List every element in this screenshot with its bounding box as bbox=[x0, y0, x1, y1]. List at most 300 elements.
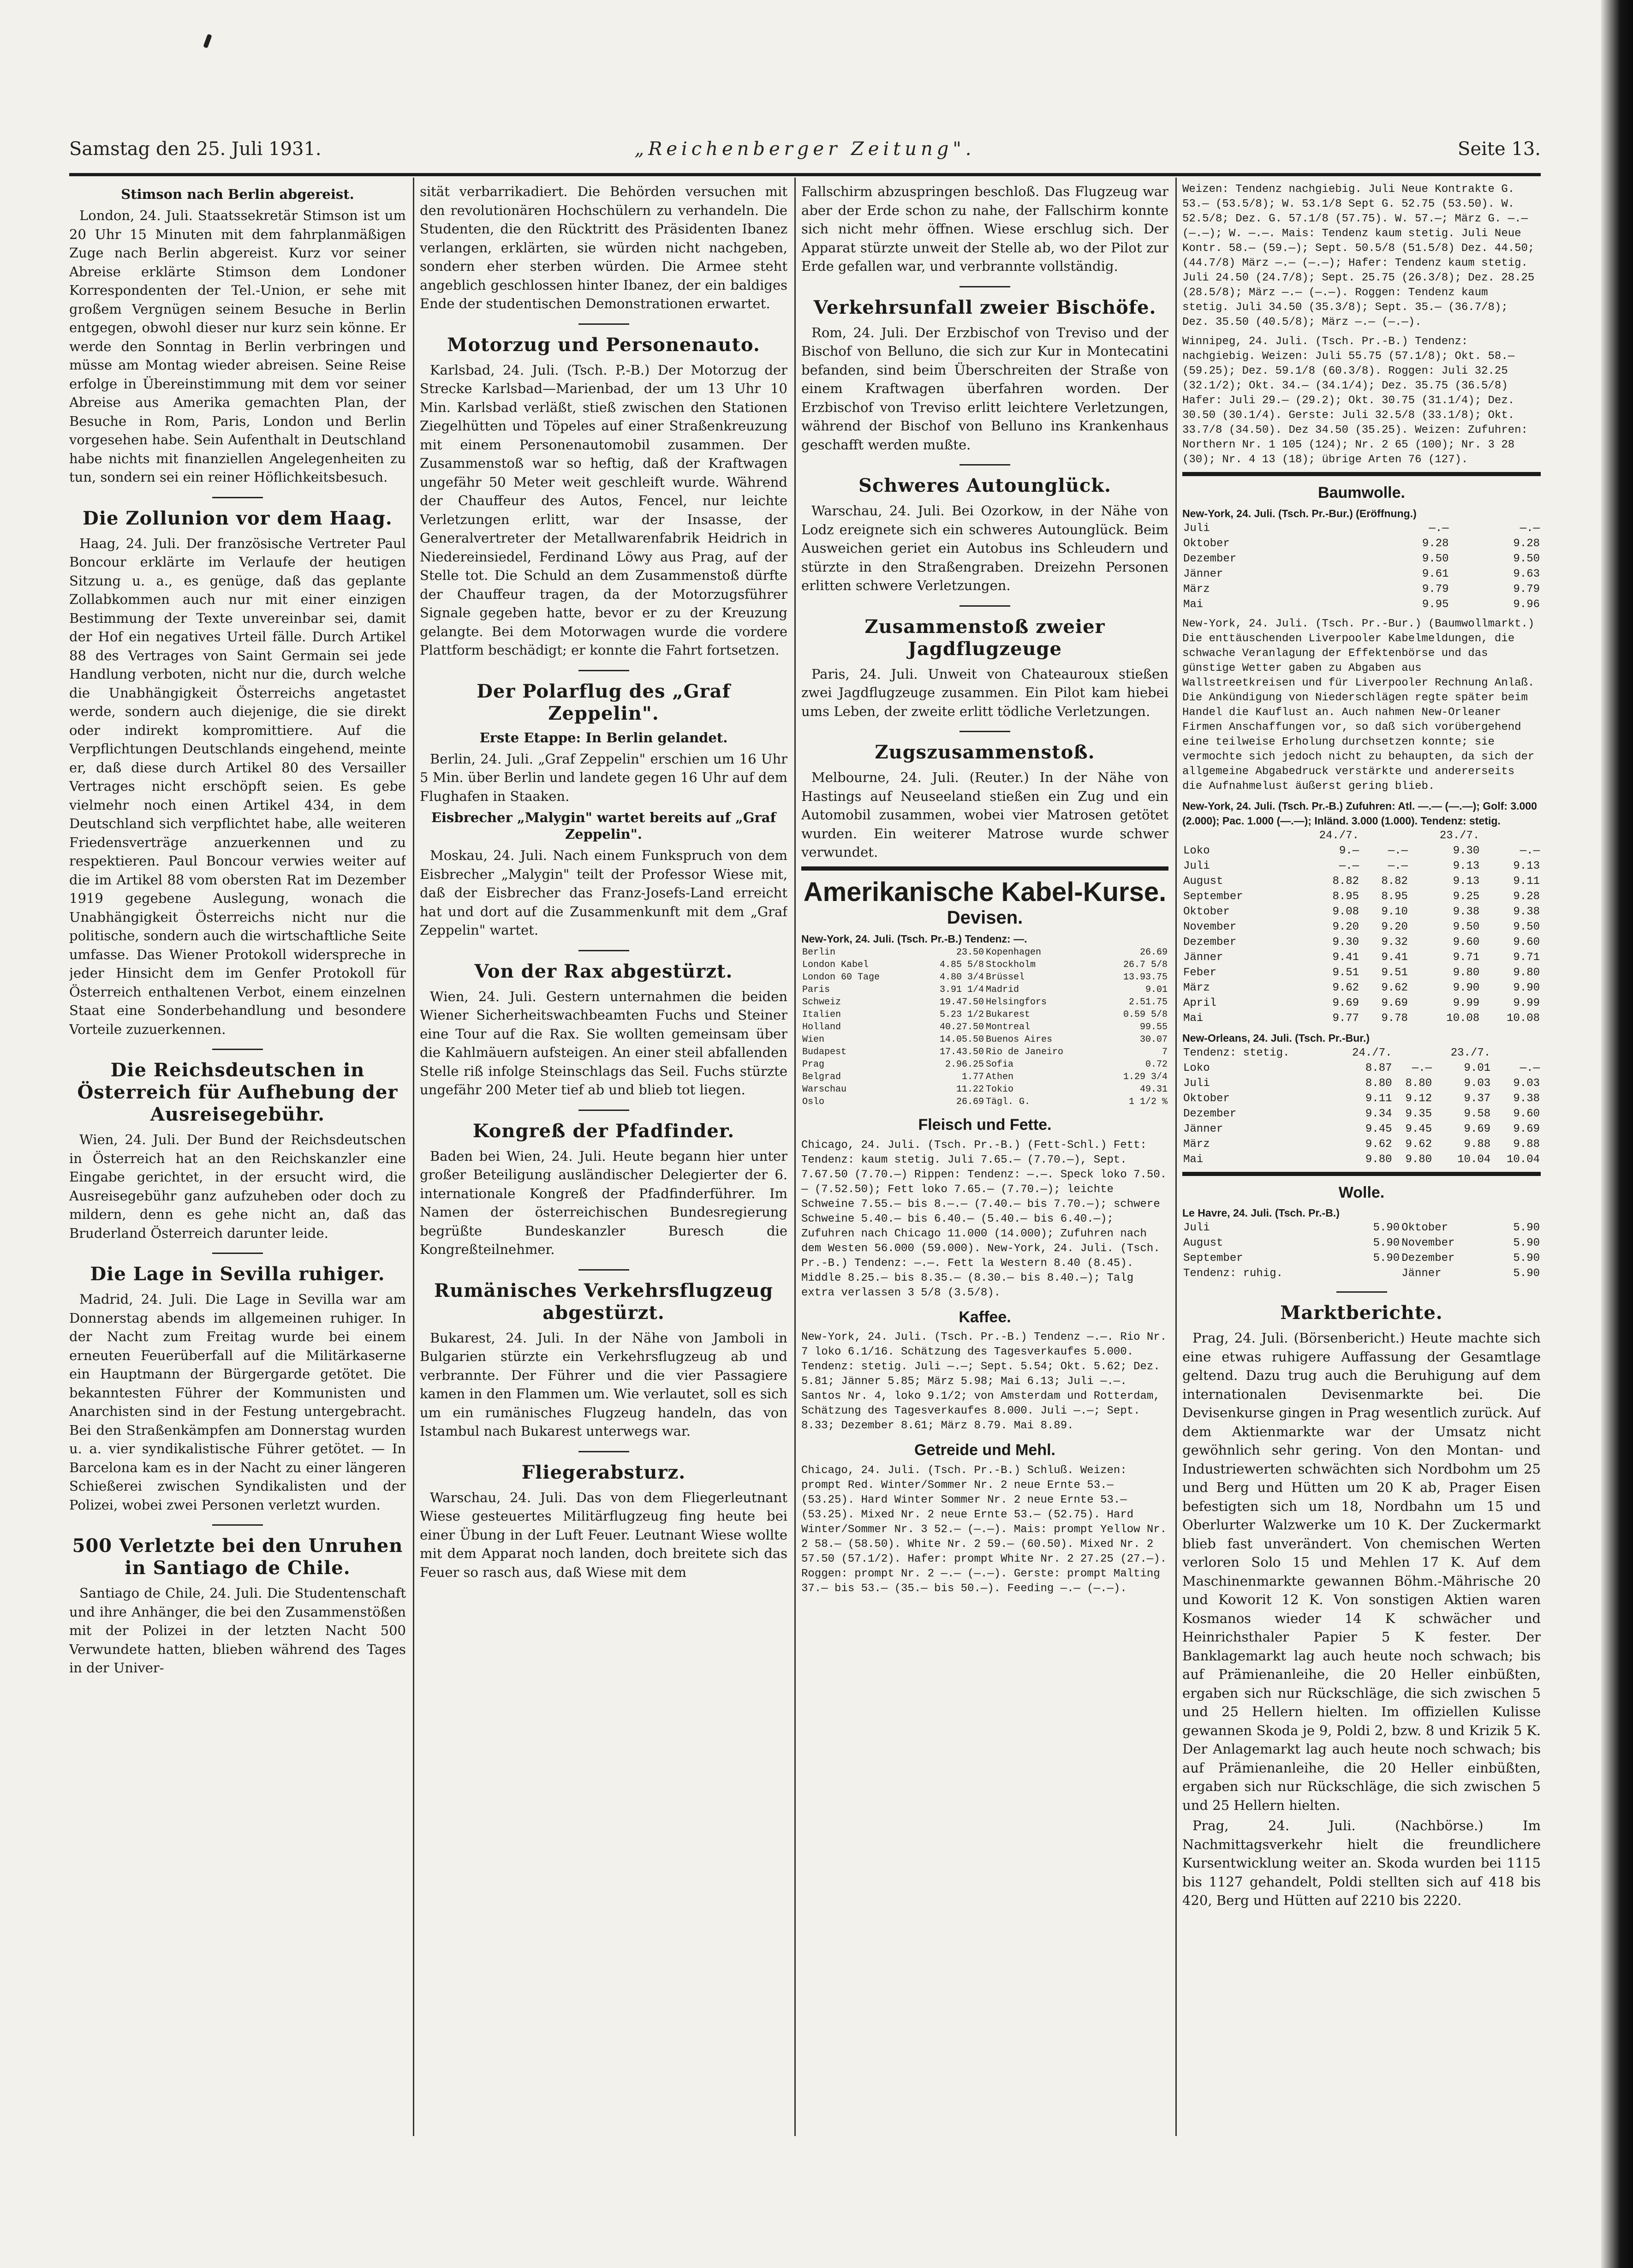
article-body: Paris, 24. Juli. Unweit von Chateauroux stießen zwei Jagdflugzeuge zusammen. Ein Pilot kam hiebei ums Leben, der zweite erlitt tödliche Verletzungen. bbox=[801, 666, 1168, 719]
table-cell: 0.72 bbox=[1145, 1059, 1168, 1070]
table-cell: 9.69 bbox=[1381, 997, 1408, 1009]
article-body: Warschau, 24. Juli. Bei Ozorkow, in der Nähe von Lodz ereignete sich ein schweres Autounglück. Beim Ausweichen geriet ein Autobus ins Schleudern und stürzte in den Straßengraben. Dreizehn Personen erlitten schwere Verletzungen. bbox=[801, 503, 1168, 593]
table-row bbox=[1182, 1011, 1541, 1026]
table-row bbox=[801, 971, 1168, 984]
table-row bbox=[1182, 935, 1541, 950]
table-cell: 9.62 bbox=[1365, 1138, 1392, 1151]
table-cell: Tokio bbox=[985, 1084, 1013, 1095]
table-cell: Madrid bbox=[985, 985, 1019, 995]
table-cell: September bbox=[1183, 1252, 1243, 1265]
table-cell: Dezember bbox=[1401, 1252, 1455, 1265]
table-cell: Montreal bbox=[985, 1022, 1030, 1033]
table-cell: 9.88 bbox=[1464, 1138, 1491, 1151]
column-rule bbox=[794, 178, 796, 2136]
table-cell: Prag bbox=[802, 1059, 825, 1070]
article-body: Karlsbad, 24. Juli. (Tsch. P.-B.) Der Motorzug der Strecke Karlsbad—Marienbad, der um 13 Uhr 10 Min. Karlsbad verläßt, stieß zwischen den Stationen Ziegelhütten und Töpeles auf einer Straßenkreuzung mit einem Personenautomobil zusammen. Der Zusammenstoß war so heftig, daß der Kraftwagen ungefähr 50 Meter weit geschleift wurde. Während der Chauffeur des Autos, Fencel, nur leichte Verletzungen erlitt, war der Insasse, der Generalvertreter der Metallwarenfabrik Heidrich in Niedereinsiedel, Ferdinand Löwy aus Prag, auf der Stelle tot. Die Schuld an dem Zusammenstoß dürfte der Chauffeur tragen, da der Motorzugsführer Signale gegeben hatte, bevor er zu der Kreuzung gelangte. Bei dem Motorwagen wurde die vordere Plattform beschädigt; er konnte die Fahrt fortsetzen. bbox=[420, 362, 787, 658]
table-cell: 9.41 bbox=[1332, 951, 1359, 964]
column-2 bbox=[420, 182, 787, 2221]
table-cell: 9.50 bbox=[1513, 920, 1540, 933]
section-rule bbox=[801, 866, 1168, 871]
table-cell: 9.32 bbox=[1381, 936, 1408, 949]
table-cell: 5.90 bbox=[1513, 1222, 1540, 1234]
article-separator bbox=[578, 1451, 629, 1452]
column-3 bbox=[801, 182, 1168, 2221]
table-cell: 9.88 bbox=[1513, 1138, 1540, 1151]
table-cell: 10.04 bbox=[1457, 1153, 1491, 1166]
table-cell: Loko bbox=[1183, 844, 1210, 857]
table-row bbox=[801, 959, 1168, 971]
table-cell: 9.30 bbox=[1332, 936, 1359, 949]
table-cell: 9.51 bbox=[1381, 966, 1408, 979]
article-body: Baden bei Wien, 24. Juli. Heute begann hier unter großer Beteiligung ausländischer Delegierter der 6. internationale Kongreß der Pfadfinderführer. Im Namen der österreichischen Bundesregierung begrüßte Bundeskanzler Buresch die Kongreßteilnehmer. bbox=[420, 1148, 787, 1257]
table-cell: —.— bbox=[1520, 844, 1540, 857]
table-cell: Helsingfors bbox=[985, 997, 1047, 1008]
table-cell: Warschau bbox=[802, 1084, 847, 1095]
table-cell bbox=[1353, 1266, 1401, 1281]
table-cell: 9.95 bbox=[1422, 598, 1449, 611]
table-cell: 9.69 bbox=[1464, 1122, 1491, 1135]
table-cell: März bbox=[1183, 1138, 1210, 1151]
table-cell: Budapest bbox=[802, 1047, 847, 1057]
table-row bbox=[801, 1009, 1168, 1021]
table-cell: Sofia bbox=[985, 1059, 1013, 1070]
table-cell: 9.38 bbox=[1513, 1092, 1540, 1105]
table-cell: 9.96 bbox=[1513, 598, 1540, 611]
table-cell: 5.90 bbox=[1373, 1252, 1400, 1265]
article-body: Warschau, 24. Juli. Das von dem Fliegerleutnant Wiese gesteuertes Militärflugzeug fing heute bei einer Übung in der Luft Feuer. Leutnant Wiese wollte mit dem Apparat noch landen, doch breitete sich das Feuer so rasch aus, daß Wiese mit dem bbox=[420, 1489, 787, 1580]
article-separator bbox=[1336, 1291, 1387, 1293]
article-body: Berlin, 24. Juli. „Graf Zeppelin" erschien um 16 Uhr 5 Min. über Berlin und landete gegen 16 Uhr auf dem Flughafen in Staaken. bbox=[420, 751, 787, 804]
section-heading: Kaffee. bbox=[959, 1308, 1011, 1326]
new-orleans-quote-table bbox=[1182, 1045, 1541, 1167]
table-cell: März bbox=[1183, 583, 1210, 596]
table-cell: 9.03 bbox=[1513, 1077, 1540, 1090]
table-cell: 9.62 bbox=[1381, 981, 1408, 994]
masthead bbox=[69, 138, 1541, 166]
table-cell: 9.13 bbox=[1513, 859, 1540, 872]
column-header bbox=[1393, 1045, 1433, 1061]
table-cell: 8.80 bbox=[1365, 1077, 1392, 1090]
table-cell: Kopenhagen bbox=[985, 947, 1042, 958]
table-cell: 2.96.25 bbox=[945, 1059, 984, 1070]
table-cell: 9.50 bbox=[1453, 920, 1480, 933]
table-row bbox=[1182, 1076, 1541, 1091]
page-edge-shadow bbox=[1601, 0, 1633, 2268]
table-cell: 1.29 3/4 bbox=[1123, 1072, 1168, 1082]
table-cell: Bukarest bbox=[985, 1009, 1030, 1020]
table-cell: 9.60 bbox=[1513, 936, 1540, 949]
table-row bbox=[1182, 828, 1541, 843]
article-heading: Die Reichsdeutschen in Österreich für Aufhebung der Ausreisegebühr. bbox=[77, 1059, 398, 1125]
devisen-caption: New-York, 24. Juli. (Tsch. Pr.-B.) Tendenz: —. bbox=[801, 933, 1027, 945]
section-heading: Fleisch und Fette. bbox=[918, 1116, 1052, 1134]
article-separator bbox=[960, 731, 1010, 732]
table-cell: 9.45 bbox=[1405, 1122, 1432, 1135]
table-cell: 7 bbox=[1162, 1047, 1168, 1057]
table-cell: 5.90 bbox=[1373, 1237, 1400, 1249]
table-cell: 0.59 5/8 bbox=[1123, 1009, 1168, 1020]
section-heading: Getreide und Mehl. bbox=[914, 1441, 1056, 1459]
ink-speck bbox=[203, 34, 212, 48]
article-separator bbox=[212, 1253, 263, 1254]
table-row bbox=[1182, 843, 1541, 859]
table-cell: Dezember bbox=[1183, 552, 1237, 565]
table-cell: August bbox=[1183, 1237, 1223, 1249]
column-4 bbox=[1182, 182, 1541, 2221]
table-row bbox=[1182, 1251, 1541, 1266]
table-row bbox=[1182, 980, 1541, 996]
table-cell: 9.71 bbox=[1453, 951, 1480, 964]
table-cell: 9.41 bbox=[1381, 951, 1408, 964]
table-cell: 9.79 bbox=[1422, 583, 1449, 596]
table-row bbox=[1182, 551, 1541, 567]
market-report: Prag, 24. Juli. (Börsenbericht.) Heute machte sich eine etwas ruhigere Auffassung der Gesamtlage geltend. Dazu trug auch die Beruhigung auf dem internationalen Devisenmarkte bei. Die Devisenkurse gingen in Prag wesentlich zurück. Auf dem Aktienmarkte war der Umsatz nicht gewöhnlich sehr gering. Von den Montan- und Industriewerten schwächten sich Nordbohm um 25 und Berg und Hütten um 20 K ab, Prager Eisen befestigten sich um 18, Nordbahn um 15 und Oberlurter Walzwerke um 10 K. Der Zuckermarkt blieb fast unverändert. Von chemischen Werten verloren Solo 15 und Mehlen 17 K. Auf dem Maschinenmarkte gewannen Böhm.-Mährische 20 und Koworit 12 K. Von sonstigen Aktien waren Kosmanos wieder 14 K schwächer und Heinrichsthaler Papier 5 K fester. Der Banklagemarkt lag auch heute noch schwach; bis auf Prämienanleihe, die 20 Heller einbüßten, ergaben sich nur Rückschläge, die sich zwischen 5 und 25 Hellern hielten. Im offiziellen Kulisse gewannen Skoda je 9, Poldi 2, bzw. 8 und Krizik 5 K. Der Anlagemarkt lag auch heute noch schwach; bis auf Prämienanleihe, die 20 Heller einbüßten, ergaben sich nur Rückschläge, die sich zwischen 5 und 25 Hellern hielten. bbox=[1182, 1330, 1541, 1813]
table-cell: 9.63 bbox=[1513, 567, 1540, 580]
article-body: Moskau, 24. Juli. Nach einem Funkspruch von dem Eisbrecher „Malygin" teilt der Professor Wiese mit, daß der Eisbrecher das Franz-Josefs-Land erreicht hat und dort auf die Zusammenkunft mit dem „Graf Zeppelin" wartet. bbox=[420, 848, 787, 938]
table-cell: Holland bbox=[802, 1022, 841, 1033]
table-cell: Schweiz bbox=[802, 997, 841, 1008]
table-row bbox=[1182, 597, 1541, 612]
table-cell: 9.99 bbox=[1513, 997, 1540, 1009]
table-row bbox=[1182, 859, 1541, 874]
table-cell: —.— bbox=[1412, 1062, 1432, 1074]
article-heading: Motorzug und Personenauto. bbox=[447, 334, 760, 356]
table-cell: 9.71 bbox=[1513, 951, 1540, 964]
article-subheading: Eisbrecher „Malygin" wartet bereits auf „Graf Zeppelin". bbox=[431, 810, 776, 842]
devisen-heading: Devisen. bbox=[947, 907, 1023, 928]
table-cell: 4.80 3/4 bbox=[939, 972, 984, 983]
table-row bbox=[801, 1096, 1168, 1108]
article-body: Fallschirm abzuspringen beschloß. Das Flugzeug war aber der Erde schon zu nahe, der Fallschirm konnte sich nicht mehr öffnen. Wiese erschlug sich. Der Apparat stürzte unweit der Stelle ab, wo der Pilot zur Erde gefallen war, und verbrannte vollständig. bbox=[801, 184, 1168, 274]
article-separator bbox=[578, 1269, 629, 1271]
table-cell: 9.60 bbox=[1453, 936, 1480, 949]
table-cell: Brüssel bbox=[985, 972, 1025, 983]
table-cell: 9.80 bbox=[1405, 1153, 1432, 1166]
table-cell: —.— bbox=[1520, 1062, 1540, 1074]
table-row bbox=[801, 1021, 1168, 1033]
quote-caption: New-York, 24. Juli. (Tsch. Pr.-Bur.) (Eröffnung.) bbox=[1182, 507, 1417, 519]
column-rule bbox=[1175, 178, 1177, 2136]
table-cell: 49.31 bbox=[1139, 1084, 1168, 1095]
table-cell: 9.69 bbox=[1513, 1122, 1540, 1135]
table-cell: Jänner bbox=[1183, 1122, 1223, 1135]
article-body: Haag, 24. Juli. Der französische Vertreter Paul Boncour erklärte im Verlaufe der heutigen Sitzung u. a., es genüge, daß das geplante Zollabkommen auch nur mit einer einzigen Bestimmung der Texte unvereinbar sei, damit der Hof ein negatives Urteil fälle. Durch Artikel 88 des Vertrages von Saint Germain sei jede Handlung verboten, nicht nur die, durch welche die Unabhängigkeit Österreichs angetastet werde, sondern auch diejenige, die sie direkt oder indirekt kompromittiere. Auf die Verpflichtungen Deutschlands eingehend, meinte er, daß diese durch Artikel 80 des Versailler Vertrages nicht erschöpft seien. Es gebe vielmehr noch einen Artikel 434, in dem Deutschland sich verpflichtet habe, alle weiteren Friedensverträge anzuerkennen und zu respektieren. Paul Boncour verwies weiter auf die im Artikel 88 vom obersten Rat im Dezember 1919 gegebene Auslegung, wonach die Unabhängigkeit Österreichs nicht nur die politische, sondern auch die wirtschaftliche Seite umfasse. Das Wiener Protokoll widerspreche in jeder Hinsicht dem im Genfer Protokoll für Österreich enthaltenen Verbot, einem einzelnen Staat eine Sonderbehandlung und besondere Vorteile zuzuerkennen. bbox=[69, 535, 406, 1037]
article-separator bbox=[212, 1049, 263, 1050]
table-cell: 9.69 bbox=[1332, 997, 1359, 1009]
table-cell: 30.07 bbox=[1139, 1034, 1168, 1045]
page-number: Seite 13. bbox=[1458, 138, 1541, 160]
article-heading: Von der Rax abgestürzt. bbox=[474, 960, 733, 982]
table-cell: 40.27.50 bbox=[939, 1022, 984, 1033]
table-row bbox=[1182, 567, 1541, 582]
section-rule bbox=[1182, 1172, 1541, 1176]
table-cell: Jänner bbox=[1183, 567, 1223, 580]
article-separator bbox=[212, 1524, 263, 1526]
table-cell: 5.90 bbox=[1513, 1237, 1540, 1249]
article-separator bbox=[578, 1110, 629, 1111]
table-cell: Mai bbox=[1183, 598, 1204, 611]
table-cell: 9.10 bbox=[1381, 905, 1408, 918]
article-body: London, 24. Juli. Staatssekretär Stimson ist um 20 Uhr 15 Minuten mit dem fahrplanmäßigen Zuge nach Berlin abgereist. Kurz vor seiner Abreise erklärte Stimson dem Londoner Korrespondenten der Tel.-Union, er sehe mit großem Vergnügen seinem Besuche in Berlin entgegen, obwohl dieser nur kurz sein könne. Er werde den Sonntag in Berlin verbringen und müsse am Montag wieder abreisen. Seine Reise erfolge in Übereinstimmung mit dem vor seiner Abreise aus Amerika gemachten Plan, der Besuche in Rom, Paris, London und Berlin vorgesehen habe. Sein Aufenthalt in Deutschland habe nichts mit finanziellen Angelegenheiten zu tun, sondern sei ein reiner Höflichkeitsbesuch. bbox=[69, 208, 406, 485]
table-row bbox=[1182, 889, 1541, 904]
table-cell: 9.01 bbox=[1145, 985, 1168, 995]
market-report: Chicago, 24. Juli. (Tsch. Pr.-B.) (Fett-Schl.) Fett: Tendenz: kaum stetig. Juli 7.65.— (7.70.—), Sept. 7.67.50 (7.70.—) Rippen: Tendenz: —.—. Speck loko 7.50.— (7.52.50); Fett loko 7.65.— (7.70.—); leichte Schweine 7.55.— bis 8.—.— (7.40.— bis 7.70.—); schwere Schweine 5.40.— bis 6.40.— (5.40.— bis 6.40.—); Zufuhren nach Chicago 11.000 (14.000); Zufuhren nach dem Westen 56.000 (59.000). New-York, 24. Juli. (Tsch. Pr.-B.) Tendenz: —.—. Fett la Western 8.40 (8.45). Middle 8.25.— bis 8.35.— (8.30.— bis 8.40.—); Talg extra verlassen 3 5/8 (3.5/8). bbox=[801, 1139, 1167, 1299]
market-report: Winnipeg, 24. Juli. (Tsch. Pr.-B.) Tendenz: nachgiebig. Weizen: Juli 55.75 (57.1/8); Okt. 58.— (59.25); Dez. 59.1/8 (60.3/8). Roggen: Juli 32.25 (32.1/2); Okt. 34.— (34.1/4); Dez. 35.75 (36.5/8) Hafer: Juli 29.— (29.2); Okt. 30.75 (31.1/4); Dez. 30.50 (30.1/4). Gerste: Juli 32.5/8 (33.1/8); Okt. 33.7/8 (34.50). Dez 34.50 (35.25). Weizen: Zufuhren: Northern Nr. 1 105 (124); Nr. 2 65 (100); Nr. 3 28 (30); Nr. 4 13 (18); übrige Arten 76 (127). bbox=[1182, 335, 1528, 466]
table-cell: 3.91 1/4 bbox=[939, 985, 984, 995]
article-heading: Die Zollunion vor dem Haag. bbox=[83, 507, 393, 529]
table-cell: Paris bbox=[802, 985, 830, 995]
table-cell: September bbox=[1183, 890, 1243, 903]
table-cell: 8.80 bbox=[1405, 1077, 1432, 1090]
table-cell: 9.62 bbox=[1332, 981, 1359, 994]
table-cell: 9.20 bbox=[1381, 920, 1408, 933]
table-cell: 9.28 bbox=[1513, 890, 1540, 903]
table-cell: August bbox=[1183, 875, 1223, 888]
section-rule bbox=[1182, 472, 1541, 476]
table-cell: 9.90 bbox=[1453, 981, 1480, 994]
table-cell: Oktober bbox=[1183, 537, 1230, 550]
table-cell: Oktober bbox=[1401, 1222, 1448, 1234]
table-cell: 9.20 bbox=[1332, 920, 1359, 933]
table-cell: 9.11 bbox=[1365, 1092, 1392, 1105]
table-cell: 99.55 bbox=[1139, 1022, 1168, 1033]
market-report: Weizen: Tendenz nachgiebig. Juli Neue Kontrakte G. 53.— (53.5/8); W. 53.1/8 Sept G. 52.75 (53.50). W. 52.5/8; Dez. G. 57.1/8 (57.75). W. 57.—; März G. —.— (—.—); W. —.—. Mais: Tendenz kaum stetig. Juli Neue Kontr. 58.— (59.—); Sept. 50.5/8 (51.5/8) Dez. 44.50; (44.7/8) März —.— (—.—); Hafer: Tendenz kaum stetig. Juli 24.50 (24.7/8); Sept. 25.75 (26.3/8); Dez. 28.25 (28.5/8); März —.— (—.—). Roggen: Tendenz kaum stetig. Juli 34.50 (35.3/8); Sept. 35.— (36.7/8); Dez. 35.50 (40.5/8); März —.— (—.—). bbox=[1182, 183, 1535, 328]
devisen-table bbox=[801, 946, 1168, 1108]
table-row bbox=[801, 1083, 1168, 1096]
article-heading: Zusammenstoß zweier Jagdflugzeuge bbox=[864, 615, 1105, 660]
article-separator bbox=[578, 670, 629, 671]
table-cell: 9.80 bbox=[1365, 1153, 1392, 1166]
column-header: 24./7. bbox=[1352, 1046, 1392, 1059]
table-cell: 9.28 bbox=[1422, 537, 1449, 550]
table-cell: —.— bbox=[1520, 522, 1540, 535]
table-row bbox=[1182, 521, 1541, 536]
table-cell: Mai bbox=[1183, 1153, 1204, 1166]
newspaper-title: „Reichenberger Zeitung". bbox=[634, 138, 976, 160]
column-header: 23./7. bbox=[1450, 1046, 1491, 1059]
article-heading: Die Lage in Sevilla ruhiger. bbox=[90, 1263, 385, 1285]
column-header bbox=[1360, 828, 1409, 843]
table-cell: 9.50 bbox=[1513, 552, 1540, 565]
table-cell: —.— bbox=[1388, 844, 1408, 857]
table-cell: Wien bbox=[802, 1034, 825, 1045]
table-row bbox=[801, 984, 1168, 996]
table-cell: März bbox=[1183, 981, 1210, 994]
table-row bbox=[1182, 1091, 1541, 1106]
table-cell: 9.60 bbox=[1513, 1107, 1540, 1120]
table-cell: 9.35 bbox=[1405, 1107, 1432, 1120]
quote-caption: New-Orleans, 24. Juli. (Tsch. Pr.-Bur.) bbox=[1182, 1032, 1370, 1044]
table-cell: 9.13 bbox=[1453, 859, 1480, 872]
article-body: Madrid, 24. Juli. Die Lage in Sevilla war am Donnerstag abends im allgemeinen ruhiger. In der Nacht zum Freitag wurde bei einem erneuten Feuerüberfall auf die Militärkaserne ein Hauptmann der Bürgergarde getötet. Die bekanntesten Führer der Kommunisten und Anarchisten sind in der Festung untergebracht. Bei den Straßenkämpfen am Donnerstag wurden u. a. vier syndikalistische Führer getötet. — In Barcelona kam es in der Nacht zu einer längeren Schießerei zwischen Syndikalisten und der Polizei, wobei zwei Personen verletzt wurden. bbox=[69, 1291, 406, 1513]
article-body: Bukarest, 24. Juli. In der Nähe von Jamboli in Bulgarien stürzte ein Verkehrsflugzeug ab und verbrannte. Der Führer und die vier Passagiere kamen in den Flammen um. Wie verlautet, soll es sich um ein rumänisches Flugzeug handeln, das von Istambul nach Bukarest unterwegs war. bbox=[420, 1330, 787, 1439]
article-separator bbox=[578, 323, 629, 325]
article-body: sität verbarrikadiert. Die Behörden versuchen mit den revolutionären Hochschülern zu verhandeln. Die Studenten, die den Rücktritt des Präsidenten Ibanez verlangen, erklärten, sie würden nicht nachgeben, sondern eher sterben würden. Die Armee steht angeblich geschlossen hinter Ibanez, der ein baldiges Ende der studentischen Demonstrationen erwartet. bbox=[420, 184, 787, 311]
table-row bbox=[1182, 1235, 1541, 1251]
column-rule bbox=[413, 178, 414, 2136]
table-cell: 9.79 bbox=[1513, 583, 1540, 596]
table-cell: Dezember bbox=[1183, 936, 1237, 949]
table-cell: London 60 Tage bbox=[802, 972, 880, 983]
quote-caption: Le Havre, 24. Juli. (Tsch. Pr.-B.) bbox=[1182, 1207, 1340, 1219]
article-subheading: Erste Etappe: In Berlin gelandet. bbox=[479, 729, 728, 746]
market-report: Chicago, 24. Juli. (Tsch. Pr.-B.) Schluß. Weizen: prompt Red. Winter/Sommer Nr. 2 neue Ernte 53.— (53.25). Hard Winter Sommer Nr. 2 neue Ernte 53.— (53.25). Mixed Nr. 2 neue Ernte 53.— (52.75). Hard Winter/Sommer Nr. 3 52.— (—.—). Mais: prompt Yellow Nr. 2 58.— (58.50). White Nr. 2 59.— (60.50). Mixed Nr. 2 57.50 (57.1/2). Hafer: prompt White Nr. 2 27.25 (27.—). Roggen: prompt Nr. 2 —.— (—.—). Gerste: prompt Malting 37.— bis 53.— (35.— bis 50.—). Feeding —.— (—.—). bbox=[801, 1464, 1167, 1595]
table-cell: 9.78 bbox=[1381, 1012, 1408, 1025]
article-body: Santiago de Chile, 24. Juli. Die Studentenschaft und ihre Anhänger, die bei den Zusammenstößen mit der Polizei in der letzten Nacht 500 Verwundete hatten, blieben während des Tages in der Univer- bbox=[69, 1585, 406, 1676]
table-cell: 5.90 bbox=[1373, 1222, 1400, 1234]
table-cell: 11.22 bbox=[956, 1084, 984, 1095]
table-row bbox=[1182, 874, 1541, 889]
table-cell: 9.38 bbox=[1453, 905, 1480, 918]
article-heading: Der Polarflug des „Graf Zeppelin". bbox=[477, 680, 731, 724]
table-row bbox=[1182, 1266, 1541, 1281]
table-cell: Stockholm bbox=[985, 960, 1036, 970]
table-cell: April bbox=[1183, 997, 1217, 1009]
table-cell: Juli bbox=[1183, 1222, 1210, 1234]
table-cell: —.— bbox=[1339, 859, 1359, 872]
table-cell: 5.23 1/2 bbox=[939, 1009, 984, 1020]
table-cell: 9.— bbox=[1339, 844, 1359, 857]
new-york-quote-table bbox=[1182, 828, 1541, 1026]
quote-caption: New-York, 24. Juli. (Tsch. Pr.-B.) Zufuhren: Atl. —.— (—.—); Golf: 3.000 (2.000); Pac. 1.000 (—.—); Inländ. 3.000 (1.000). Tendenz: stetig. bbox=[1182, 800, 1537, 827]
masthead-rule bbox=[69, 173, 1541, 176]
table-cell: 9.77 bbox=[1332, 1012, 1359, 1025]
column-header: Tendenz: stetig. bbox=[1183, 1046, 1290, 1059]
table-cell: 23.50 bbox=[956, 947, 984, 958]
table-cell: 9.34 bbox=[1365, 1107, 1392, 1120]
table-row bbox=[801, 996, 1168, 1009]
table-row bbox=[1182, 950, 1541, 965]
table-cell: Oktober bbox=[1183, 905, 1230, 918]
table-row bbox=[1182, 996, 1541, 1011]
section-heading: Wolle. bbox=[1338, 1183, 1385, 1201]
table-cell: 8.95 bbox=[1381, 890, 1408, 903]
table-row bbox=[1182, 919, 1541, 935]
table-cell: 9.80 bbox=[1513, 966, 1540, 979]
table-row bbox=[1182, 965, 1541, 980]
table-cell: Juli bbox=[1183, 859, 1210, 872]
table-cell: 10.08 bbox=[1506, 1012, 1540, 1025]
article-body: Wien, 24. Juli. Der Bund der Reichsdeutschen in Österreich hat an den Reichskanzler eine Eingabe gerichtet, in der ersucht wird, die Ausreisegebühr ganz aufzuheben oder doch zu mildern, denn es gehe nicht an, daß das Bruderland Österreich darunter leide. bbox=[69, 1132, 406, 1241]
issue-date: Samstag den 25. Juli 1931. bbox=[69, 138, 322, 160]
article-heading: Schweres Autounglück. bbox=[858, 475, 1111, 496]
table-cell: London Kabel bbox=[802, 960, 869, 970]
section-heading: Baumwolle. bbox=[1318, 484, 1405, 501]
table-row bbox=[1182, 1061, 1541, 1076]
market-report: Prag, 24. Juli. (Nachbörse.) Im Nachmittagsverkehr hielt die freundlichere Kursentwicklung weiter an. Skoda wurden bei 1115 bis 1127 gehandelt, Poldi stellten sich auf 418 bis 420, Berg und Hütten auf 2210 bis 2220. bbox=[1182, 1818, 1541, 1908]
column-header bbox=[1182, 828, 1288, 843]
table-row bbox=[801, 946, 1168, 959]
kabel-kurse-title: Amerikanische Kabel-Kurse. bbox=[803, 877, 1167, 907]
article-heading: 500 Verletzte bei den Unruhen in Santiago de Chile. bbox=[72, 1535, 403, 1579]
article-body: Wien, 24. Juli. Gestern unternahmen die beiden Wiener Sicherheitswachbeamten Fuchs und Steiner eine Tour auf die Rax. Sie wollten gemeinsam über die Kahlmäuern aufsteigen. An einer steil abfallenden Stelle riß infolge Steinschlags das Seil. Fuchs stürzte ungefähr 200 Meter tief ab und blieb tot liegen. bbox=[420, 988, 787, 1098]
article-separator bbox=[960, 286, 1010, 287]
article-heading: Fliegerabsturz. bbox=[521, 1461, 686, 1483]
table-cell: 9.50 bbox=[1422, 552, 1449, 565]
table-cell: 26.7 5/8 bbox=[1123, 960, 1168, 970]
table-cell: 9.58 bbox=[1464, 1107, 1491, 1120]
table-cell: 9.51 bbox=[1332, 966, 1359, 979]
table-cell: 9.28 bbox=[1513, 537, 1540, 550]
table-cell: Athen bbox=[985, 1072, 1013, 1082]
table-cell: 9.80 bbox=[1453, 966, 1480, 979]
table-row bbox=[801, 1046, 1168, 1058]
table-cell: Oslo bbox=[802, 1097, 825, 1107]
table-cell: 17.43.50 bbox=[939, 1047, 984, 1057]
table-row bbox=[801, 1058, 1168, 1071]
table-cell: 9.30 bbox=[1453, 844, 1480, 857]
table-row bbox=[1182, 1137, 1541, 1152]
table-cell: Jänner bbox=[1183, 951, 1223, 964]
table-cell: 13.93.75 bbox=[1123, 972, 1168, 983]
table-cell: Oktober bbox=[1183, 1092, 1230, 1105]
table-cell: 8.95 bbox=[1332, 890, 1359, 903]
table-row bbox=[801, 1071, 1168, 1083]
table-cell: Berlin bbox=[802, 947, 836, 958]
table-cell: Jänner bbox=[1401, 1267, 1442, 1280]
table-cell: 9.90 bbox=[1513, 981, 1540, 994]
table-cell: Belgrad bbox=[802, 1072, 841, 1082]
table-cell: Tendenz: ruhig. bbox=[1183, 1267, 1283, 1280]
table-row bbox=[801, 1033, 1168, 1046]
table-cell: Italien bbox=[802, 1009, 841, 1020]
table-cell: Tägl. G. bbox=[985, 1097, 1030, 1107]
table-cell: 9.08 bbox=[1332, 905, 1359, 918]
table-cell: 8.82 bbox=[1332, 875, 1359, 888]
article-separator bbox=[578, 950, 629, 951]
table-cell: 9.03 bbox=[1464, 1077, 1491, 1090]
table-cell: 2.51.75 bbox=[1128, 997, 1168, 1008]
table-cell: 1 1/2 % bbox=[1128, 1097, 1168, 1107]
table-cell: 5.90 bbox=[1513, 1267, 1540, 1280]
table-row bbox=[1182, 1152, 1541, 1167]
table-cell: 4.85 5/8 bbox=[939, 960, 984, 970]
table-row bbox=[1182, 904, 1541, 919]
column-header: 23./7. bbox=[1439, 829, 1480, 842]
cotton-quote-table bbox=[1182, 521, 1541, 612]
table-cell: 9.01 bbox=[1464, 1062, 1491, 1074]
table-cell: 10.08 bbox=[1446, 1012, 1480, 1025]
table-cell: 9.13 bbox=[1453, 875, 1480, 888]
table-cell: 9.37 bbox=[1464, 1092, 1491, 1105]
market-report: New-York, 24. Juli. (Tsch. Pr.-Bur.) (Baumwollmarkt.) Die enttäuschenden Liverpooler Kabelmeldungen, die schwache Veranlagung der Effektenbörse und das günstige Wetter gaben zu Abgaben aus Wallstreetkreisen und für Liverpooler Rechnung Anlaß. Die Ankündigung von Niederschlägen regte später beim Handel die Kauflust an. Auch nahmen New-Orleaner Firmen Anschaffungen vor, so daß sich vorübergehend eine teilweise Erholung durchsetzen konnte; sie vermochte sich jedoch nicht zu behaupten, da sich der allgemeine Abgabedruck verstärkte und andererseits die Aufnahmelust äußerst gering blieb. bbox=[1182, 617, 1535, 793]
table-cell: Rio de Janeiro bbox=[985, 1047, 1064, 1057]
table-cell: 26.69 bbox=[956, 1097, 984, 1107]
table-cell: 9.99 bbox=[1453, 997, 1480, 1009]
column-header bbox=[1480, 828, 1541, 843]
table-row bbox=[1182, 1045, 1541, 1061]
article-heading: Stimson nach Berlin abgereist. bbox=[121, 186, 354, 202]
table-cell: Dezember bbox=[1183, 1107, 1237, 1120]
market-report: New-York, 24. Juli. (Tsch. Pr.-B.) Tendenz —.—. Rio Nr. 7 loko 6.1/16. Schätzung des Tagesverkaufes 5.000. Tendenz: stetig. Juli —.—; Sept. 5.54; Okt. 5.62; Dez. 5.81; Jänner 5.85; März 5.98; Mai 6.13; Juli —.—. Santos Nr. 4, loko 9.1/2; von Amsterdam und Rotterdam, Schätzung des Tagesverkaufes 8.000. Juli —.—; Sept. 8.33; Dezember 8.61; März 8.79. Mai 8.89. bbox=[801, 1331, 1167, 1432]
table-cell: 9.11 bbox=[1513, 875, 1540, 888]
article-heading: Rumänisches Verkehrsflugzeug abgestürzt. bbox=[434, 1279, 774, 1324]
article-body: Rom, 24. Juli. Der Erzbischof von Treviso und der Bischof von Belluno, die sich zur Kur in Montecatini befanden, sind beim Überschreiten der Straße von einem Kraftwagen überfahren worden. Der Erzbischof von Treviso erlitt leichtere Verletzungen, während der Bischof von Belluno ins Krankenhaus geschafft werden mußte. bbox=[801, 324, 1168, 453]
table-cell: 1.77 bbox=[961, 1072, 984, 1082]
table-cell: 9.62 bbox=[1405, 1138, 1432, 1151]
table-row bbox=[1182, 1122, 1541, 1137]
table-cell: Juli bbox=[1183, 1077, 1210, 1090]
table-cell: —.— bbox=[1429, 522, 1449, 535]
table-cell: 9.38 bbox=[1513, 905, 1540, 918]
table-cell: November bbox=[1401, 1237, 1455, 1249]
table-row bbox=[1182, 536, 1541, 551]
table-cell: 19.47.50 bbox=[939, 997, 984, 1008]
article-body: Melbourne, 24. Juli. (Reuter.) In der Nähe von Hastings auf Neuseeland stießen ein Zug und ein Automobil zusammen, wobei vier Matrosen getötet wurden. Ein weiterer Matrose wurde schwer verwundet. bbox=[801, 770, 1168, 860]
article-heading: Kongreß der Pfadfinder. bbox=[472, 1120, 735, 1142]
article-heading: Zugszusammenstoß. bbox=[875, 741, 1095, 763]
table-cell: Juli bbox=[1183, 522, 1210, 535]
